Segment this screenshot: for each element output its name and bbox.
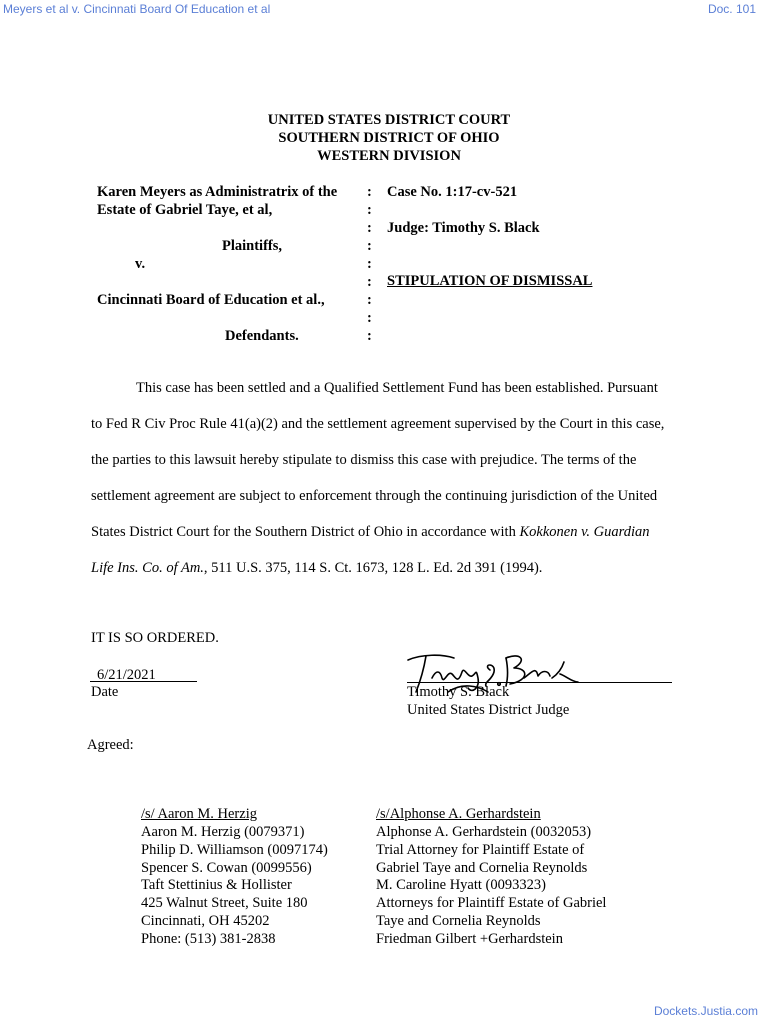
counsel-right-line: Alphonse A. Gerhardstein (0032053): [376, 824, 592, 840]
caption-colon: :: [367, 238, 372, 254]
caption-colon: :: [367, 310, 372, 326]
plaintiffs-label: Plaintiffs,: [222, 238, 283, 254]
source-link[interactable]: Dockets.Justia.com: [653, 1004, 758, 1018]
caption-colon: :: [367, 184, 372, 200]
counsel-left-line: Spencer S. Cowan (0099556): [141, 860, 312, 876]
signature-line: [407, 682, 672, 683]
counsel-right-line: Taye and Cornelia Reynolds: [376, 913, 541, 929]
case-title-link[interactable]: Meyers et al v. Cincinnati Board Of Education et al: [3, 2, 271, 16]
body-text-line: This case has been settled and a Qualified Settlement Fund has been established. Pursuant: [136, 380, 658, 396]
counsel-right-line: Friedman Gilbert +Gerhardstein: [376, 931, 563, 947]
court-district: SOUTHERN DISTRICT OF OHIO: [278, 130, 500, 146]
counsel-left-line: Philip D. Williamson (0097174): [141, 842, 328, 858]
judge-name: Timothy S. Black: [407, 684, 510, 700]
court-name: UNITED STATES DISTRICT COURT: [267, 112, 511, 128]
defendant-name: Cincinnati Board of Education et al.,: [97, 292, 325, 308]
plaintiff-name-line1: Karen Meyers as Administratrix of the: [97, 184, 338, 200]
plaintiff-name-line2: Estate of Gabriel Taye, et al,: [97, 202, 273, 218]
counsel-right-line: Attorneys for Plaintiff Estate of Gabriel: [376, 895, 607, 911]
counsel-left-line: Phone: (513) 381-2838: [141, 931, 276, 947]
body-text-line: the parties to this lawsuit hereby stipulate to dismiss this case with prejudice. The terms of the: [91, 452, 637, 468]
case-number: Case No. 1:17-cv-521: [387, 184, 518, 200]
versus-label: v.: [135, 256, 146, 272]
date-label: Date: [91, 684, 119, 700]
caption-colon: :: [367, 256, 372, 272]
body-text-line: [91, 524, 650, 541]
counsel-right-line: Trial Attorney for Plaintiff Estate of: [376, 842, 585, 858]
counsel-right-line: M. Caroline Hyatt (0093323): [376, 877, 546, 893]
order-date: 6/21/2021: [97, 667, 156, 683]
court-division: WESTERN DIVISION: [317, 148, 461, 164]
counsel-left-line: Cincinnati, OH 45202: [141, 913, 270, 929]
document-number-link[interactable]: Doc. 101: [707, 2, 756, 16]
counsel-right-signature: /s/Alphonse A. Gerhardstein: [376, 806, 541, 822]
body-text-line: settlement agreement are subject to enforcement through the continuing jurisdiction of the United: [91, 488, 658, 504]
caption-colon: :: [367, 274, 372, 290]
body-text-line: to Fed R Civ Proc Rule 41(a)(2) and the settlement agreement supervised by the Court in this case,: [91, 416, 665, 432]
agreed-label: Agreed:: [87, 737, 134, 753]
counsel-left-signature: /s/ Aaron M. Herzig: [141, 806, 257, 822]
counsel-left-line: Taft Stettinius & Hollister: [141, 877, 292, 893]
body-text-line: [91, 560, 542, 577]
counsel-left-line: 425 Walnut Street, Suite 180: [141, 895, 308, 911]
order-statement: IT IS SO ORDERED.: [91, 630, 219, 646]
caption-colon: :: [367, 292, 372, 308]
case-citation-italic: Life Ins. Co. of Am.: [91, 560, 204, 576]
judge-title: United States District Judge: [407, 702, 570, 718]
judge-assignment: Judge: Timothy S. Black: [387, 220, 540, 236]
case-citation-italic: Kokkonen v. Guardian: [519, 524, 650, 540]
caption-colon: :: [367, 202, 372, 218]
document-title: STIPULATION OF DISMISSAL: [387, 273, 593, 289]
caption-colon: :: [367, 328, 372, 344]
defendants-label: Defendants.: [225, 328, 299, 344]
body-text-plain: States District Court for the Southern District of Ohio in accordance with: [91, 524, 520, 540]
counsel-left-line: Aaron M. Herzig (0079371): [141, 824, 305, 840]
body-text-plain: , 511 U.S. 375, 114 S. Ct. 1673, 128 L. Ed. 2d 391 (1994).: [203, 560, 543, 576]
counsel-right-line: Gabriel Taye and Cornelia Reynolds: [376, 860, 588, 876]
caption-colon: :: [367, 220, 372, 236]
date-line: [90, 681, 197, 682]
